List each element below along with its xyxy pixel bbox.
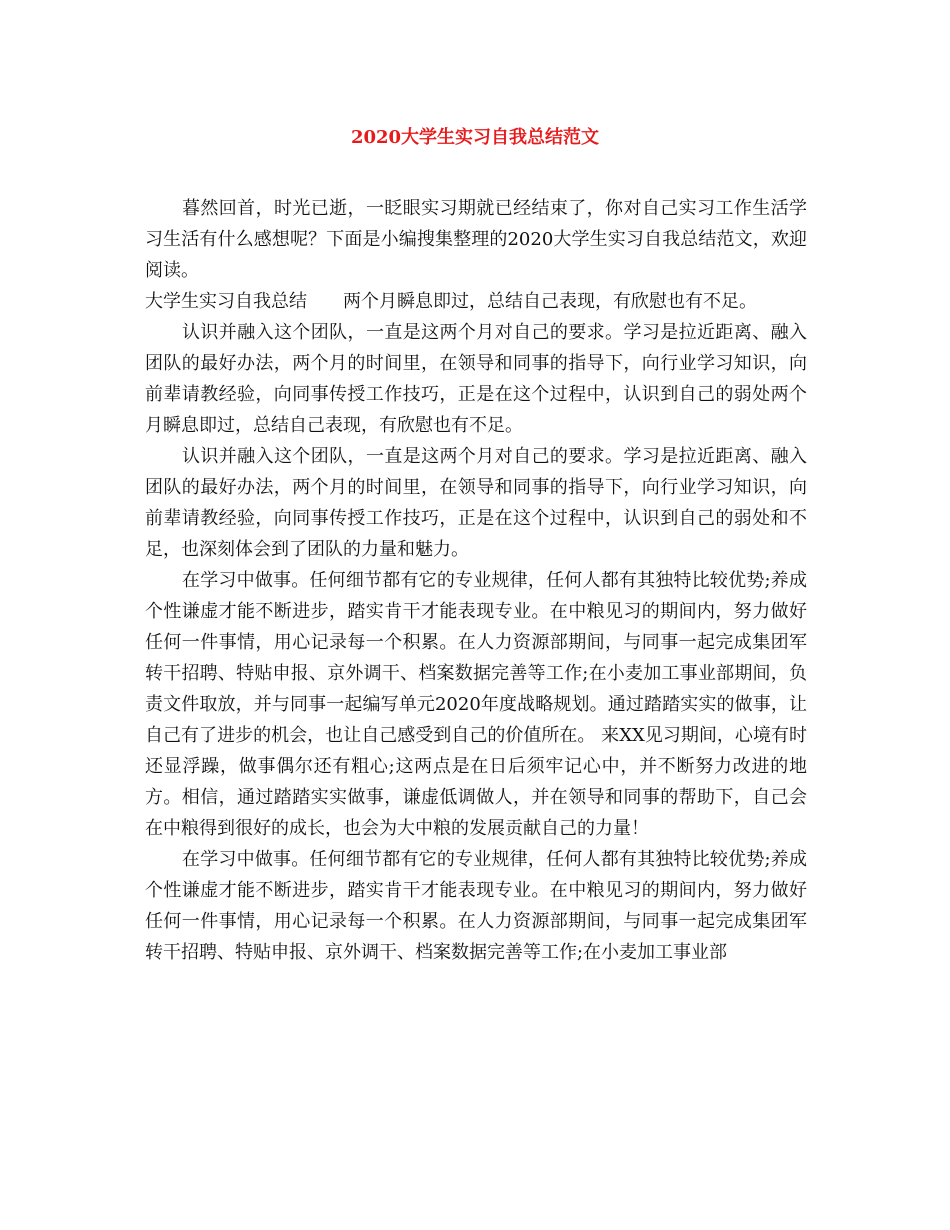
work-paragraph-2: 在学习中做事。任何细节都有它的专业规律，任何人都有其独特比较优势;养成个性谦虚才能不断进步，踏实肯干才能表现专业。在中粮见习的期间内，努力做好任何一件事情，用心记录每一个积累。在人力资源部期间，与同事一起完成集团军转干招聘、特贴申报、京外调干、档案数据完善等工作;在小麦加工事业部 [145,849,807,963]
document-body [145,193,807,968]
section-lead: 两个月瞬息即过，总结自己表现，有欣慰也有不足。 [343,291,757,312]
section-heading-line [145,286,807,317]
document-title: 2020大学生实习自我总结范文 [350,127,600,148]
team-paragraph-1: 认识并融入这个团队，一直是这两个月对自己的要求。学习是拉近距离、融入团队的最好办法，两个月的时间里，在领导和同事的指导下，向行业学习知识，向前辈请教经验，向同事传授工作技巧，正是在这个过程中，认识到自己的弱处两个月瞬息即过，总结自己表现，有欣慰也有不足。 [145,322,807,436]
work-paragraph-1: 在学习中做事。任何细节都有它的专业规律，任何人都有其独特比较优势;养成个性谦虚才能不断进步，踏实肯干才能表现专业。在中粮见习的期间内，努力做好任何一件事情，用心记录每一个积累。在人力资源部期间，与同事一起完成集团军转干招聘、特贴申报、京外调干、档案数据完善等工作;在小麦加工事业部期间，负责文件取放，并与同事一起编写单元2020年度战略规划。通过踏踏实实的做事，让自己有了进步的机会，也让自己感受到自己的价值所在。 来XX见习期间，心境有时还显浮躁，做事偶尔还有粗心;这两点是在日后须牢记心中，并不断努力改进的地方。相信，通过踏踏实实做事，谦虚低调做人，并在领导和同事的帮助下，自己会在中粮得到很好的成长，也会为大中粮的发展贡献自己的力量！ [145,570,807,839]
team-paragraph-2: 认识并融入这个团队，一直是这两个月对自己的要求。学习是拉近距离、融入团队的最好办法，两个月的时间里，在领导和同事的指导下，向行业学习知识，向前辈请教经验，向同事传授工作技巧，正是在这个过程中，认识到自己的弱处和不足，也深刻体会到了团队的力量和魅力。 [145,446,807,560]
section-label: 大学生实习自我总结 [145,291,307,312]
intro-paragraph: 暮然回首，时光已逝，一眨眼实习期就已经结束了，你对自己实习工作生活学习生活有什么感想呢？下面是小编搜集整理的2020大学生实习自我总结范文，欢迎阅读。 [145,198,807,281]
